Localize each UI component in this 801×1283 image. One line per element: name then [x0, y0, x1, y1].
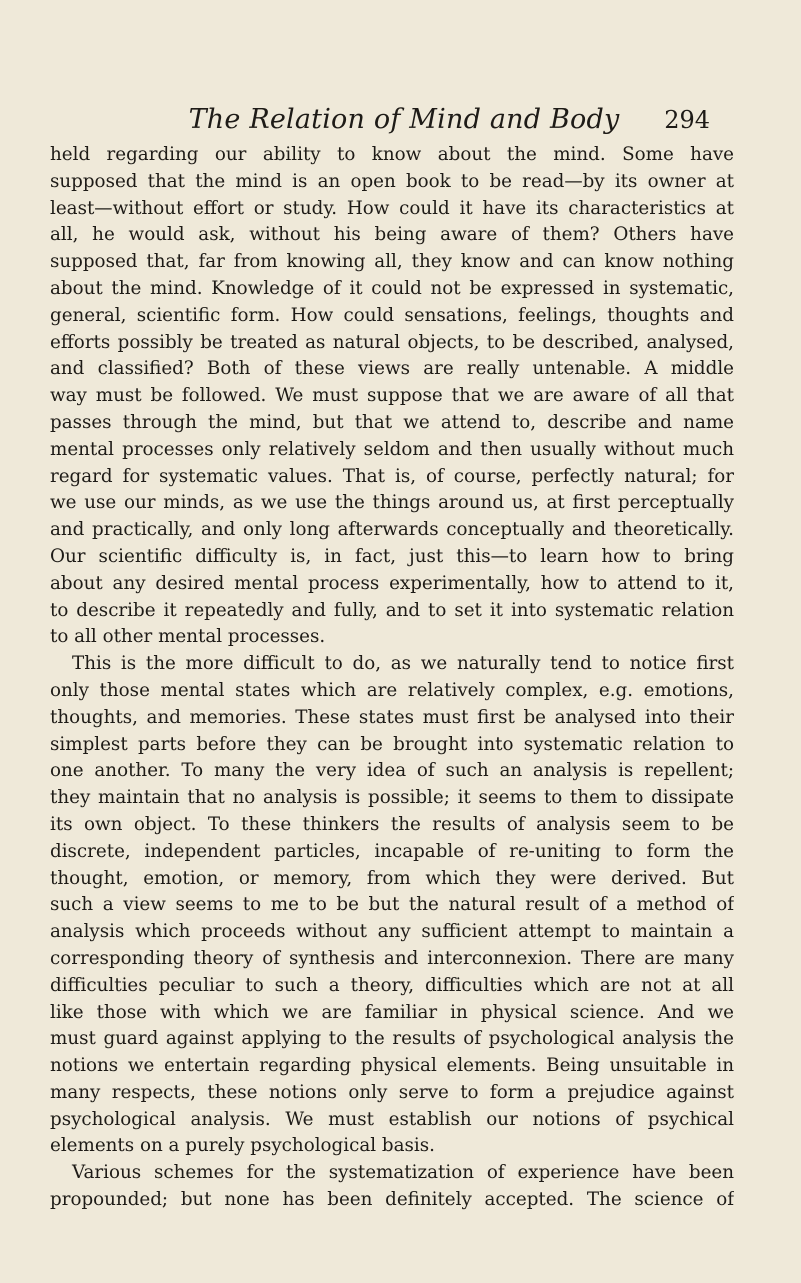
- text-line: its own object. To these thinkers the results of analysis seem to be: [50, 813, 734, 835]
- text-line: simplest parts before they can be brought into systematic relation to: [50, 733, 734, 755]
- page-number: 294: [664, 106, 710, 134]
- text-line: they maintain that no analysis is possible; it seems to them to dissipate: [50, 787, 734, 809]
- body-text: [50, 142, 734, 1214]
- text-line: efforts possibly be treated as natural objects, to be described, analysed,: [50, 331, 734, 353]
- text-line: supposed that, far from knowing all, they know and can know nothing: [50, 251, 734, 273]
- text-line: psychological analysis. We must establish our notions of psychical: [50, 1108, 734, 1130]
- text-line: one another. To many the very idea of such an analysis is repellent;: [50, 760, 734, 782]
- text-line: discrete, independent particles, incapable of re-uniting to form the: [50, 840, 734, 862]
- text-line: thoughts, and memories. These states must first be analysed into their: [50, 706, 734, 728]
- text-line: held regarding our ability to know about the mind. Some have: [50, 144, 734, 165]
- text-line: and classified? Both of these views are really untenable. A middle: [50, 358, 734, 380]
- text-line: difficulties peculiar to such a theory, difficulties which are not at all: [50, 974, 734, 996]
- text-line: such a view seems to me to be but the natural result of a method of: [50, 894, 734, 916]
- text-line: general, scientific form. How could sensations, feelings, thoughts and: [50, 304, 734, 326]
- text-line: analysis which proceeds without any sufficient attempt to maintain a: [50, 921, 734, 943]
- text-line: must guard against applying to the results of psychological analysis the: [50, 1028, 734, 1050]
- text-line: elements on a purely psychological basis.: [50, 1135, 435, 1157]
- text-line: and practically, and only long afterwards conceptually and theoretically.: [50, 519, 734, 541]
- text-line: about any desired mental process experimentally, how to attend to it,: [50, 572, 734, 594]
- text-line: only those mental states which are relatively complex, e.g. emotions,: [50, 679, 734, 701]
- text-line: all, he would ask, without his being aware of them? Others have: [50, 224, 734, 246]
- text-line: mental processes only relatively seldom and then usually without much: [50, 438, 734, 460]
- text-line: like those with which we are familiar in physical science. And we: [50, 1001, 734, 1023]
- text-line: Our scientific difficulty is, in fact, just this—to learn how to bring: [50, 545, 734, 567]
- text-line: corresponding theory of synthesis and interconnexion. There are many: [50, 947, 734, 969]
- text-line: supposed that the mind is an open book to be read—by its owner at: [50, 170, 734, 192]
- text-line: notions we entertain regarding physical elements. Being unsuitable in: [50, 1055, 734, 1077]
- text-line: propounded; but none has been definitely accepted. The science of: [50, 1189, 734, 1211]
- text-line: to describe it repeatedly and fully, and to set it into systematic relation: [50, 599, 734, 621]
- text-line: way must be followed. We must suppose that we are aware of all that: [50, 385, 734, 407]
- text-line: to all other mental processes.: [50, 626, 326, 648]
- text-line: we use our minds, as we use the things around us, at first perceptually: [50, 492, 734, 514]
- text-line: about the mind. Knowledge of it could not be expressed in systematic,: [50, 277, 734, 299]
- text-line: regard for systematic values. That is, of course, perfectly natural; for: [50, 465, 734, 487]
- text-line: This is the more difficult to do, as we naturally tend to notice first: [72, 653, 734, 675]
- text-line: thought, emotion, or memory, from which they were derived. But: [50, 867, 734, 889]
- text-line: passes through the mind, but that we attend to, describe and name: [50, 411, 734, 433]
- running-title: The Relation of Mind and Body: [188, 104, 620, 135]
- running-head: [98, 100, 710, 140]
- text-line: Various schemes for the systematization of experience have been: [72, 1162, 734, 1184]
- text-line: many respects, these notions only serve to form a prejudice against: [50, 1081, 734, 1103]
- text-line: least—without effort or study. How could it have its characteristics at: [50, 197, 734, 219]
